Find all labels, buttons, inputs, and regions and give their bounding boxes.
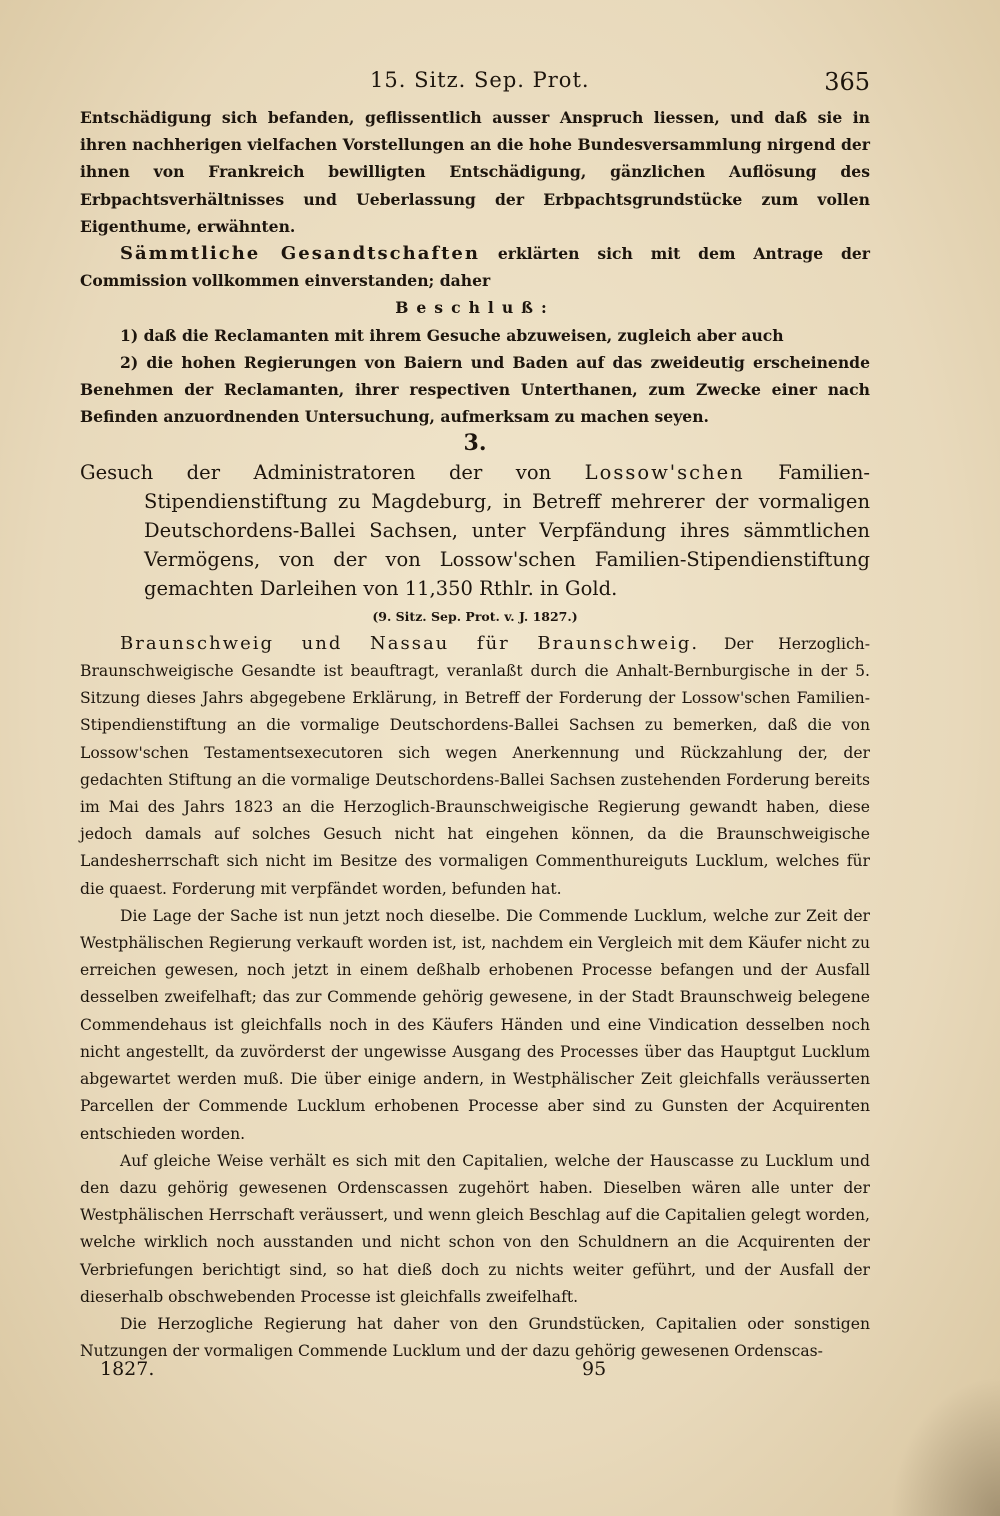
page-body bbox=[80, 104, 870, 1365]
paragraph-government: Die Herzogliche Regierung hat daher von den Grundstücken, Capitalien oder sonstigen Nutzungen der vormaligen Commende Lucklum und der dazu gehörig gewesenen Ordenscas- bbox=[80, 1314, 870, 1361]
section-title-part: Familien-Stipendienstiftung zu Magdeburg, in Betreff mehrerer der vormaligen Deutschordens-Ballei Sachsen, unter Verpfändung ihres sämmtlichen Vermögens, von der von Lossow'schen Familien-Stipendienstiftung gemachten Darleihen von 11,350 Rthlr. in Gold. bbox=[144, 460, 870, 600]
paragraph-continuation: Entschädigung sich befanden, geflissentlich ausser Anspruch liessen, und daß sie in ihren nachherigen vielfachen Vorstellungen an die hohe Bundesversammlung nirgend der ihnen von Frankreich bewilligten Entschädigung, gänzlichen Auflösung des Erbpachtsverhältnisses und Ueberlassung der Erbpachtsgrundstücke zum vollen Eigenthume, erwähnten. bbox=[80, 108, 870, 236]
page-number: 365 bbox=[824, 68, 870, 96]
section-number: 3. bbox=[463, 430, 487, 457]
paragraph-statement bbox=[80, 630, 870, 903]
resolution-heading: Beschluß: bbox=[395, 298, 555, 318]
running-title: 15. Sitz. Sep. Prot. bbox=[370, 68, 590, 92]
paragraph-lead: Braunschweig und Nassau für Braunschweig. bbox=[120, 632, 700, 654]
paragraph-lead: Sämmtliche Gesandtschaften bbox=[120, 243, 480, 265]
page-corner-shadow bbox=[890, 1376, 1000, 1516]
paragraph-consent bbox=[80, 240, 870, 294]
protocol-reference: (9. Sitz. Sep. Prot. v. J. 1827.) bbox=[372, 608, 578, 624]
section-title-part: Gesuch der Administratoren der von bbox=[80, 460, 585, 484]
page-footer bbox=[100, 1358, 870, 1388]
section-title-name: Lossow'schen bbox=[584, 460, 745, 484]
paragraph-capitals: Auf gleiche Weise verhält es sich mit den Capitalien, welche der Hauscasse zu Lucklum und den dazu gehörig gewesenen Ordenscassen zugehört haben. Dieselben wären alle unter der Westphälischen Herrschaft veräussert, und wenn gleich Beschlag auf die Capitalien gelegt worden, welche wirklich noch ausstanden und nicht schon von den Schuldnern an die Acquirenten der Verbriefungen berichtigt sind, so hat dieß doch zu nichts weiter geführt, und der Ausfall der dieserhalb obschwebenden Processe ist gleichfalls zweifelhaft. bbox=[80, 1151, 870, 1306]
resolution-item-1: 1) daß die Reclamanten mit ihrem Gesuche abzuweisen, zugleich aber auch bbox=[120, 325, 784, 345]
paragraph-text: Der Herzoglich-Braunschweigische Gesandte ist beauftragt, veranlaßt durch die Anhalt-Bernburgische in der 5. Sitzung dieses Jahrs abgegebene Erklärung, in Betreff der Forderung der Lossow'schen Familien-Stipendienstiftung an die vormalige Deutschordens-Ballei Sachsen zu bemerken, daß die von Lossow'schen Testamentsexecutoren sich wegen Anerkennung und Rückzahlung der, der gedachten Stiftung an die vormalige Deutschordens-Ballei Sachsen zustehenden Forderung bereits im Mai des Jahrs 1823 an die Herzoglich-Braunschweigische Regierung gewandt haben, diese jedoch damals auf solches Gesuch nicht hat eingehen können, da die Braunschweigische Landesherrschaft sich nicht im Besitze des vormaligen Commenthureiguts Lucklum, welches für die quaest. Forderung mit verpfändet worden, befunden hat. bbox=[80, 634, 870, 898]
resolution-item-2: 2) die hohen Regierungen von Baiern und Baden auf das zweideutig erscheinende Benehmen der Reclamanten, ihrer respectiven Unterthanen, zum Zwecke einer nach Befinden anzuordnenden Untersuchung, aufmerksam zu machen seyen. bbox=[80, 352, 870, 427]
section-title bbox=[80, 458, 870, 603]
paragraph-situation: Die Lage der Sache ist nun jetzt noch dieselbe. Die Commende Lucklum, welche zur Zeit der Westphälischen Regierung verkauft worden ist, ist, nachdem ein Vergleich mit dem Käufer nicht zu erreichen gewesen, noch jetzt in einem deßhalb erhobenen Processe befangen und der Ausfall desselben zweifelhaft; das zur Commende gehörig gewesene, in der Stadt Braunschweig belegene Commendehaus ist gleichfalls noch in des Käufers Händen und eine Vindication desselben noch nicht angestellt, da zuvörderst der ungewisse Ausgang des Processes über das Hauptgut Lucklum abgewartet werden muß. Die über einige andern, in Westphälischer Zeit gleichfalls veräusserten Parcellen der Commende Lucklum erhobenen Processe aber sind zu Gunsten der Acquirenten entschieden worden. bbox=[80, 906, 870, 1143]
paragraph-text: erklärten sich mit dem Antrage der Commission vollkommen einverstanden; daher bbox=[80, 244, 871, 291]
footer-year: 1827. bbox=[100, 1358, 155, 1380]
page-header bbox=[80, 68, 870, 98]
footer-signature: 95 bbox=[582, 1358, 607, 1380]
